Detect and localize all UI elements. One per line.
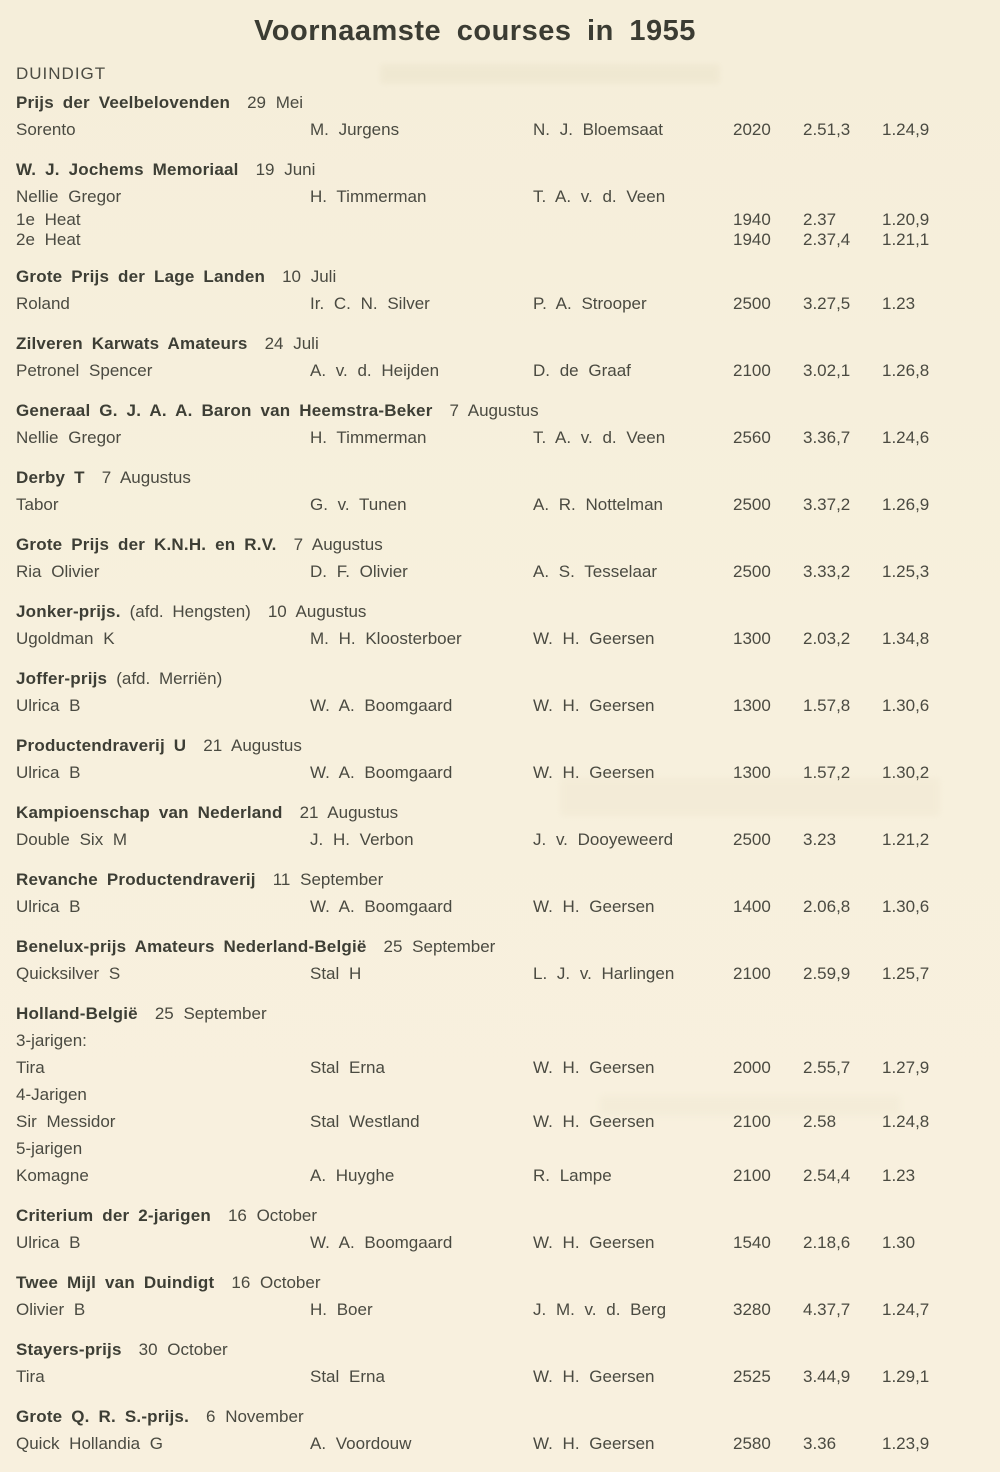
km-time-value: 1.29,1 bbox=[882, 1367, 930, 1386]
venue-name: DUINDIGT bbox=[16, 64, 107, 83]
owner-name bbox=[533, 1027, 733, 1054]
time-value: 2.03,2 bbox=[803, 629, 851, 648]
time-value: 3.36 bbox=[803, 1434, 837, 1453]
driver-name: W. A. Boomgaard bbox=[310, 696, 453, 715]
race-header bbox=[0, 732, 1000, 759]
race-section bbox=[0, 156, 1000, 250]
race-section bbox=[0, 464, 1000, 518]
km-time-value: 1.30,2 bbox=[882, 763, 930, 782]
km-time-value: 1.20,9 bbox=[882, 210, 930, 229]
distance-value: 2560 bbox=[733, 428, 771, 447]
distance-value bbox=[733, 183, 803, 210]
driver-name: J. H. Verbon bbox=[310, 830, 414, 849]
driver-name: H. Timmerman bbox=[310, 187, 427, 206]
race-header bbox=[0, 1336, 1000, 1363]
distance-value: 2500 bbox=[733, 294, 771, 313]
time-value: 1.57,8 bbox=[803, 696, 851, 715]
driver-name bbox=[310, 1135, 533, 1162]
km-time-value bbox=[882, 1027, 1000, 1054]
race-date: 16 October bbox=[231, 1273, 321, 1292]
distance-value bbox=[733, 1081, 803, 1108]
time-value: 2.37 bbox=[803, 210, 837, 229]
race-results bbox=[0, 424, 1000, 451]
race-name: Prijs der Veelbelovenden bbox=[16, 93, 231, 112]
distance-value: 2000 bbox=[733, 1058, 771, 1077]
horse-name: 5-jarigen bbox=[16, 1139, 83, 1158]
race-name: W. J. Jochems Memoriaal bbox=[16, 160, 239, 179]
km-time-value: 1.23 bbox=[882, 1166, 916, 1185]
horse-name: Quicksilver S bbox=[16, 964, 121, 983]
race-date: 7 Augustus bbox=[101, 468, 191, 487]
owner-name bbox=[533, 1081, 733, 1108]
driver-name: M. Jurgens bbox=[310, 120, 400, 139]
race-results bbox=[0, 625, 1000, 652]
race-section bbox=[0, 1000, 1000, 1189]
race-section bbox=[0, 1336, 1000, 1390]
owner-name: W. H. Geersen bbox=[533, 1434, 655, 1453]
result-row bbox=[0, 1135, 1000, 1162]
owner-name: A. S. Tesselaar bbox=[533, 562, 658, 581]
result-row bbox=[0, 1162, 1000, 1189]
race-date: 21 Augustus bbox=[203, 736, 302, 755]
driver-name: G. v. Tunen bbox=[310, 495, 407, 514]
race-results bbox=[0, 1296, 1000, 1323]
race-date: 25 September bbox=[383, 937, 496, 956]
owner-name: D. de Graaf bbox=[533, 361, 631, 380]
result-row bbox=[0, 491, 1000, 518]
race-section bbox=[0, 866, 1000, 920]
owner-name bbox=[533, 230, 733, 250]
owner-name bbox=[533, 1135, 733, 1162]
driver-name: H. Boer bbox=[310, 1300, 373, 1319]
race-name: Joffer-prijs bbox=[16, 669, 108, 688]
race-results bbox=[0, 893, 1000, 920]
race-name: Jonker-prijs. bbox=[16, 602, 121, 621]
race-date: 21 Augustus bbox=[299, 803, 399, 822]
km-time-value: 1.21,1 bbox=[882, 230, 930, 249]
driver-name: Ir. C. N. Silver bbox=[310, 294, 430, 313]
distance-value bbox=[733, 1027, 803, 1054]
driver-name: Stal Erna bbox=[310, 1367, 385, 1386]
race-date: 7 Augustus bbox=[293, 535, 383, 554]
km-time-value bbox=[882, 183, 1000, 210]
race-name: Holland-België bbox=[16, 1004, 138, 1023]
race-results bbox=[0, 558, 1000, 585]
driver-name: H. Timmerman bbox=[310, 428, 427, 447]
time-value: 2.55,7 bbox=[803, 1058, 851, 1077]
km-time-value: 1.27,9 bbox=[882, 1058, 930, 1077]
horse-name: Quick Hollandia G bbox=[16, 1434, 164, 1453]
distance-value: 2500 bbox=[733, 495, 771, 514]
distance-value: 1300 bbox=[733, 696, 771, 715]
race-header bbox=[0, 1000, 1000, 1027]
owner-name: W. H. Geersen bbox=[533, 629, 655, 648]
owner-name: W. H. Geersen bbox=[533, 763, 655, 782]
race-name: Criterium der 2-jarigen bbox=[16, 1206, 211, 1225]
race-results bbox=[0, 1027, 1000, 1189]
owner-name: W. H. Geersen bbox=[533, 1112, 655, 1131]
race-header bbox=[0, 665, 1000, 692]
race-section bbox=[0, 933, 1000, 987]
driver-name: Stal Erna bbox=[310, 1058, 385, 1077]
owner-name: R. Lampe bbox=[533, 1166, 612, 1185]
driver-name: W. A. Boomgaard bbox=[310, 897, 453, 916]
horse-name: Nellie Gregor bbox=[16, 428, 122, 447]
km-time-value: 1.24,8 bbox=[882, 1112, 930, 1131]
race-header bbox=[0, 263, 1000, 290]
km-time-value: 1.21,2 bbox=[882, 830, 930, 849]
owner-name: W. H. Geersen bbox=[533, 696, 655, 715]
race-results bbox=[0, 357, 1000, 384]
result-row bbox=[0, 116, 1000, 143]
race-date: 24 Juli bbox=[264, 334, 319, 353]
result-row bbox=[0, 1363, 1000, 1390]
race-date: 10 Augustus bbox=[267, 602, 367, 621]
race-name: Zilveren Karwats Amateurs bbox=[16, 334, 248, 353]
race-header bbox=[0, 1269, 1000, 1296]
time-value: 3.02,1 bbox=[803, 361, 851, 380]
race-header bbox=[0, 1403, 1000, 1430]
result-row bbox=[0, 1108, 1000, 1135]
time-value bbox=[803, 183, 882, 210]
horse-name: Ulrica B bbox=[16, 1233, 81, 1252]
driver-name: D. F. Olivier bbox=[310, 562, 408, 581]
distance-value: 2500 bbox=[733, 830, 771, 849]
result-row bbox=[0, 1027, 1000, 1054]
race-results bbox=[0, 826, 1000, 853]
km-time-value: 1.24,6 bbox=[882, 428, 930, 447]
result-row bbox=[0, 230, 1000, 250]
race-name: Grote Q. R. S.-prijs. bbox=[16, 1407, 190, 1426]
distance-value: 2100 bbox=[733, 1166, 771, 1185]
result-row bbox=[0, 759, 1000, 786]
driver-name: A. Huyghe bbox=[310, 1166, 395, 1185]
horse-name: Komagne bbox=[16, 1166, 89, 1185]
km-time-value: 1.30,6 bbox=[882, 696, 930, 715]
race-name: Twee Mijl van Duindigt bbox=[16, 1273, 215, 1292]
horse-name: Ugoldman K bbox=[16, 629, 115, 648]
race-section bbox=[0, 397, 1000, 451]
race-section bbox=[0, 1269, 1000, 1323]
owner-name: P. A. Strooper bbox=[533, 294, 647, 313]
owner-name: J. v. Dooyeweerd bbox=[533, 830, 674, 849]
race-section bbox=[0, 89, 1000, 143]
km-time-value: 1.23 bbox=[882, 294, 916, 313]
race-date: 19 Juni bbox=[255, 160, 316, 179]
owner-name: W. H. Geersen bbox=[533, 1233, 655, 1252]
driver-name: W. A. Boomgaard bbox=[310, 763, 453, 782]
km-time-value: 1.26,8 bbox=[882, 361, 930, 380]
race-header bbox=[0, 464, 1000, 491]
race-section bbox=[0, 665, 1000, 719]
horse-name: 2e Heat bbox=[16, 230, 81, 249]
distance-value: 2020 bbox=[733, 120, 771, 139]
km-time-value: 1.30,6 bbox=[882, 897, 930, 916]
horse-name: 1e Heat bbox=[16, 210, 81, 229]
km-time-value: 1.25,7 bbox=[882, 964, 930, 983]
result-row bbox=[0, 1430, 1000, 1457]
distance-value: 1300 bbox=[733, 763, 771, 782]
race-name: Revanche Productendraverij bbox=[16, 870, 256, 889]
km-time-value: 1.24,9 bbox=[882, 120, 930, 139]
race-header bbox=[0, 799, 1000, 826]
race-header bbox=[0, 531, 1000, 558]
race-results bbox=[0, 692, 1000, 719]
owner-name: A. R. Nottelman bbox=[533, 495, 663, 514]
km-time-value: 1.26,9 bbox=[882, 495, 930, 514]
time-value: 2.51,3 bbox=[803, 120, 851, 139]
race-header bbox=[0, 397, 1000, 424]
time-value: 3.44,9 bbox=[803, 1367, 851, 1386]
time-value: 2.37,4 bbox=[803, 230, 851, 249]
driver-name bbox=[310, 210, 533, 230]
driver-name: A. v. d. Heijden bbox=[310, 361, 440, 380]
distance-value: 1940 bbox=[733, 230, 771, 249]
km-time-value: 1.23,9 bbox=[882, 1434, 930, 1453]
race-results bbox=[0, 290, 1000, 317]
km-time-value: 1.30 bbox=[882, 1233, 916, 1252]
driver-name: W. A. Boomgaard bbox=[310, 1233, 453, 1252]
race-date: 30 October bbox=[138, 1340, 228, 1359]
horse-name: Petronel Spencer bbox=[16, 361, 153, 380]
result-row bbox=[0, 1081, 1000, 1108]
owner-name bbox=[533, 210, 733, 230]
race-results bbox=[0, 759, 1000, 786]
horse-name: Ulrica B bbox=[16, 696, 81, 715]
race-suffix: (afd. Merriën) bbox=[116, 669, 223, 688]
race-name: Productendraverij U bbox=[16, 736, 187, 755]
time-value: 3.36,7 bbox=[803, 428, 851, 447]
race-name: Benelux-prijs Amateurs Nederland-België bbox=[16, 937, 367, 956]
race-date: 6 November bbox=[206, 1407, 304, 1426]
result-row bbox=[0, 1054, 1000, 1081]
horse-name: 3-jarigen: bbox=[16, 1031, 87, 1050]
race-name: Kampioenschap van Nederland bbox=[16, 803, 283, 822]
result-row bbox=[0, 826, 1000, 853]
time-value: 3.37,2 bbox=[803, 495, 851, 514]
race-name: Grote Prijs der K.N.H. en R.V. bbox=[16, 535, 277, 554]
horse-name: 4-Jarigen bbox=[16, 1085, 87, 1104]
time-value: 3.27,5 bbox=[803, 294, 851, 313]
result-row bbox=[0, 290, 1000, 317]
race-name: Grote Prijs der Lage Landen bbox=[16, 267, 266, 286]
distance-value: 3280 bbox=[733, 1300, 771, 1319]
race-date: 29 Mei bbox=[247, 93, 304, 112]
horse-name: Ria Olivier bbox=[16, 562, 100, 581]
race-header bbox=[0, 598, 1000, 625]
result-row bbox=[0, 183, 1000, 210]
race-name: Stayers-prijs bbox=[16, 1340, 122, 1359]
km-time-value: 1.24,7 bbox=[882, 1300, 930, 1319]
horse-name: Roland bbox=[16, 294, 70, 313]
time-value bbox=[803, 1081, 882, 1108]
horse-name: Tira bbox=[16, 1058, 45, 1077]
race-results bbox=[0, 1430, 1000, 1457]
result-row bbox=[0, 893, 1000, 920]
horse-name: Ulrica B bbox=[16, 897, 81, 916]
race-section bbox=[0, 330, 1000, 384]
horse-name: Tira bbox=[16, 1367, 45, 1386]
race-results bbox=[0, 491, 1000, 518]
driver-name: A. Voordouw bbox=[310, 1434, 412, 1453]
horse-name: Double Six M bbox=[16, 830, 128, 849]
km-time-value bbox=[882, 1081, 1000, 1108]
race-date: 25 September bbox=[154, 1004, 267, 1023]
result-row bbox=[0, 960, 1000, 987]
result-row bbox=[0, 1229, 1000, 1256]
time-value bbox=[803, 1027, 882, 1054]
course-list bbox=[0, 89, 1000, 1457]
race-name: Derby T bbox=[16, 468, 85, 487]
distance-value bbox=[733, 1135, 803, 1162]
result-row bbox=[0, 210, 1000, 230]
race-date: 7 Augustus bbox=[449, 401, 539, 420]
time-value: 2.58 bbox=[803, 1112, 837, 1131]
race-results bbox=[0, 183, 1000, 250]
driver-name bbox=[310, 230, 533, 250]
race-section bbox=[0, 531, 1000, 585]
result-row bbox=[0, 357, 1000, 384]
distance-value: 2500 bbox=[733, 562, 771, 581]
horse-name: Tabor bbox=[16, 495, 59, 514]
result-row bbox=[0, 424, 1000, 451]
time-value: 2.54,4 bbox=[803, 1166, 851, 1185]
driver-name bbox=[310, 1081, 533, 1108]
race-results bbox=[0, 116, 1000, 143]
race-section bbox=[0, 263, 1000, 317]
owner-name: T. A. v. d. Veen bbox=[533, 187, 666, 206]
race-section bbox=[0, 598, 1000, 652]
race-header bbox=[0, 866, 1000, 893]
owner-name: J. M. v. d. Berg bbox=[533, 1300, 667, 1319]
result-row bbox=[0, 625, 1000, 652]
race-section bbox=[0, 1403, 1000, 1457]
km-time-value bbox=[882, 1135, 1000, 1162]
km-time-value: 1.34,8 bbox=[882, 629, 930, 648]
race-section bbox=[0, 799, 1000, 853]
race-header bbox=[0, 933, 1000, 960]
distance-value: 2100 bbox=[733, 1112, 771, 1131]
time-value bbox=[803, 1135, 882, 1162]
owner-name: N. J. Bloemsaat bbox=[533, 120, 663, 139]
distance-value: 2580 bbox=[733, 1434, 771, 1453]
result-row bbox=[0, 1296, 1000, 1323]
horse-name: Olivier B bbox=[16, 1300, 86, 1319]
time-value: 2.06,8 bbox=[803, 897, 851, 916]
race-date: 10 Juli bbox=[282, 267, 337, 286]
race-header bbox=[0, 1202, 1000, 1229]
owner-name: L. J. v. Harlingen bbox=[533, 964, 675, 983]
race-header bbox=[0, 156, 1000, 183]
driver-name: Stal H bbox=[310, 964, 362, 983]
distance-value: 1540 bbox=[733, 1233, 771, 1252]
page-title: Voornaamste courses in 1955 bbox=[254, 15, 696, 47]
km-time-value: 1.25,3 bbox=[882, 562, 930, 581]
time-value: 3.33,2 bbox=[803, 562, 851, 581]
distance-value: 2100 bbox=[733, 964, 771, 983]
time-value: 1.57,2 bbox=[803, 763, 851, 782]
race-header bbox=[0, 89, 1000, 116]
race-section bbox=[0, 1202, 1000, 1256]
time-value: 4.37,7 bbox=[803, 1300, 851, 1319]
race-date: 16 October bbox=[227, 1206, 318, 1225]
horse-name: Sir Messidor bbox=[16, 1112, 116, 1131]
driver-name bbox=[310, 1027, 533, 1054]
time-value: 2.59,9 bbox=[803, 964, 851, 983]
distance-value: 2525 bbox=[733, 1367, 771, 1386]
horse-name: Ulrica B bbox=[16, 763, 81, 782]
race-name: Generaal G. J. A. A. Baron van Heemstra-Beker bbox=[16, 401, 433, 420]
race-header bbox=[0, 330, 1000, 357]
result-row bbox=[0, 692, 1000, 719]
horse-name: Nellie Gregor bbox=[16, 187, 122, 206]
owner-name: W. H. Geersen bbox=[533, 897, 655, 916]
owner-name: W. H. Geersen bbox=[533, 1367, 655, 1386]
time-value: 3.23 bbox=[803, 830, 837, 849]
distance-value: 1400 bbox=[733, 897, 771, 916]
result-row bbox=[0, 558, 1000, 585]
race-results bbox=[0, 960, 1000, 987]
distance-value: 1300 bbox=[733, 629, 771, 648]
race-suffix: (afd. Hengsten) bbox=[129, 602, 251, 621]
race-section bbox=[0, 732, 1000, 786]
driver-name: Stal Westland bbox=[310, 1112, 420, 1131]
race-results bbox=[0, 1363, 1000, 1390]
distance-value: 1940 bbox=[733, 210, 771, 229]
owner-name: W. H. Geersen bbox=[533, 1058, 655, 1077]
race-results bbox=[0, 1229, 1000, 1256]
time-value: 2.18,6 bbox=[803, 1233, 851, 1252]
race-date: 11 September bbox=[272, 870, 384, 889]
distance-value: 2100 bbox=[733, 361, 771, 380]
driver-name: M. H. Kloosterboer bbox=[310, 629, 462, 648]
owner-name: T. A. v. d. Veen bbox=[533, 428, 666, 447]
horse-name: Sorento bbox=[16, 120, 76, 139]
